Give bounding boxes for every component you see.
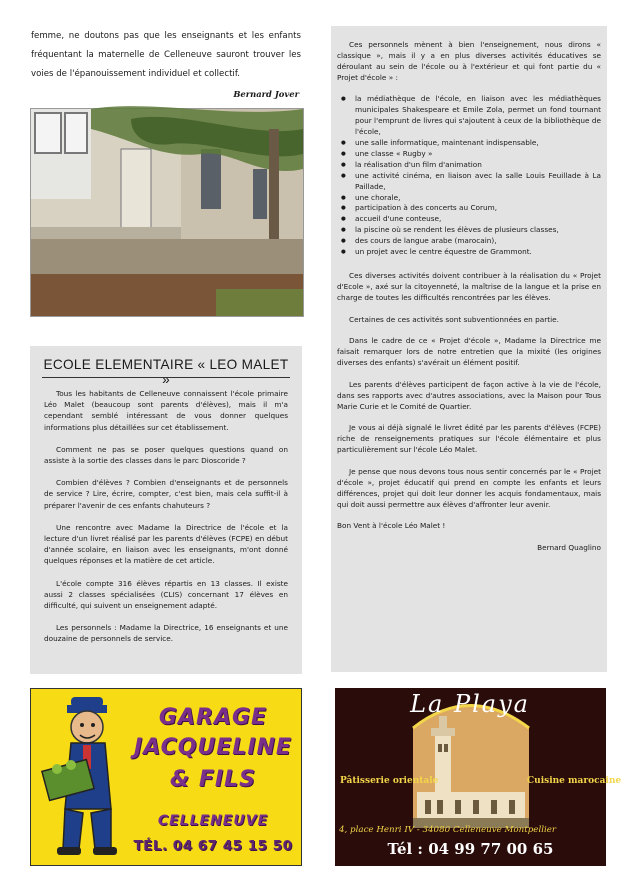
article-paragraph: Dans le cadre de ce « Projet d'école », Madame la Directrice me faisait remarquer lors de notre entretien que la mixité (les origines diverses des enfants) s'avérait un élément positif. <box>337 336 601 368</box>
closing-line: Bon Vent à l'école Léo Malet ! <box>337 521 446 531</box>
list-item: ● un projet avec le centre équestre de Grammont. <box>337 247 601 258</box>
list-item: ● une classe « Rugby » <box>337 149 601 160</box>
garage-town: CELLENEUVE <box>157 813 269 829</box>
school-courtyard-photo-icon <box>31 109 303 316</box>
article-paragraph: Je vous ai déjà signalé le livret édité par les parents d'élèves (FCPE) riche de renseignements pratiques sur l'école élémentaire et plus particulièrement sur l'école Léo Malet. <box>337 423 601 455</box>
article-paragraph: Combien d'élèves ? Combien d'enseignants et de personnels de service ? Lire, écrire, compter, c'est bien, mais cela suffit-il à préparer l'avenir de ces enfants chahuteurs ? <box>44 478 288 510</box>
garage-name-line3: & FILS <box>170 767 256 792</box>
school-photo <box>30 108 304 317</box>
garage-advertisement <box>30 688 302 866</box>
right-intro-paragraph: Ces personnels mènent à bien l'enseignement, nous dirons « classique », mais il y a en plus diverses activités éducatives se déroulant au sein de l'école ou à l'extérieur et qui font partie du « Projet d'école » : <box>337 40 601 82</box>
article-paragraph: Les parents d'élèves participent de façon active à la vie de l'école, dans ses rapports avec d'autres associations, avec la Maison pour Tous Marie Curie et le Comité de Quartier. <box>337 379 601 411</box>
playa-patisserie-label: Pâtisserie orientale <box>340 776 439 786</box>
list-item: ● une activité cinéma, en liaison avec la salle Louis Feuillade à La Paillade, <box>337 171 601 193</box>
playa-cuisine-label: Cuisine marocaine <box>527 776 622 786</box>
projet-ecole-box <box>331 26 607 672</box>
school-article-box <box>30 346 302 674</box>
article-paragraph: Ces diverses activités doivent contribuer à la réalisation du « Projet d'Ecole », axé sur la citoyenneté, la maîtrise de la langue et la prise en charge de toutes les difficultés rencontrées par les élèves. <box>337 271 601 302</box>
projet-ecole-body <box>337 40 601 554</box>
article-paragraph: Les personnels : Madame la Directrice, 16 enseignants et une douzaine de personnels de service. <box>44 623 288 644</box>
list-item: ● des cours de langue arabe (marocain), <box>337 236 601 247</box>
list-item: ● la piscine où se rendent les élèves de plusieurs classes, <box>337 225 601 236</box>
activities-list <box>337 94 601 258</box>
playa-address: 4, place Henri IV - 34080 Celleneuve Montpellier <box>339 825 557 835</box>
title-underline <box>42 377 290 378</box>
la-playa-name: La Playa <box>410 690 530 718</box>
garage-name-line2: JACQUELINE <box>134 735 292 760</box>
la-playa-advertisement <box>335 688 622 866</box>
intro-signature: Bernard Jover <box>233 89 299 99</box>
right-signature: Bernard Quaglino <box>537 542 601 552</box>
intro-text: femme, ne doutons pas que les enseignants et les enfants fréquentant la maternelle de Celleneuve sauront trouver les voies de l'épanouissement individuel et collectif. <box>31 31 301 79</box>
garage-phone: TÉL. 04 67 45 15 50 <box>133 838 293 854</box>
article-paragraph: Tous les habitants de Celleneuve connaissent l'école primaire Léo Malet (beaucoup sont parents d'élèves), mais il m'a cependant semblé intéressant de vous donner quelques informations plus détaillées sur cet établissement. <box>44 389 288 432</box>
article-paragraph: Une rencontre avec Madame la Directrice de l'école et la lecture d'un livret réalisé par les parents d'élèves (FCPE) en début d'année scolaire, en liaison avec les enseignants, m'ont donné quelques réponses et la matière de cet article. <box>44 522 288 566</box>
school-article-body <box>44 388 288 645</box>
playa-phone: Tél : 04 99 77 00 65 <box>387 840 554 858</box>
list-item: ● une chorale, <box>337 193 601 204</box>
list-item: ● une salle informatique, maintenant indispensable, <box>337 138 601 149</box>
school-article-title: ECOLE ELEMENTAIRE « LEO MALET » <box>43 357 289 387</box>
article-paragraph: Certaines de ces activités sont subventionnées en partie. <box>349 314 559 324</box>
article-paragraph: Je pense que nous devons tous nous sentir concernés par le « Projet d'école », projet éducatif qui prend en compte les enfants et leurs différences, projet qui doit leur donner les acquis fondamentaux, mais qui doit aussi permettre aux élèves d'affronter leur avenir. <box>337 466 601 509</box>
list-item: ● la réalisation d'un film d'animation <box>337 160 601 171</box>
mechanic-mascot-icon <box>35 689 125 865</box>
garage-name-line1: GARAGE <box>158 705 268 730</box>
list-item: ● la médiathèque de l'école, en liaison avec les médiathèques municipales Shakespeare et Emile Zola, permet un fond tournant pour l'emprunt de livres qui s'ajoutent à ceux de la bibliothèque de l'école, <box>337 94 601 138</box>
list-item: ● participation à des concerts au Corum, <box>337 203 601 214</box>
list-item: ● accueil d'une conteuse, <box>337 214 601 225</box>
article-paragraph: Comment ne pas se poser quelques questions quand on assiste à la sortie des classes dans le parc Dioscoride ? <box>44 444 288 466</box>
article-paragraph: L'école compte 316 élèves répartis en 13 classes. Il existe aussi 2 classes spécialisées (CLIS) concernant 17 élèves en difficulté, qui suivent un enseignement adapté. <box>44 578 288 611</box>
